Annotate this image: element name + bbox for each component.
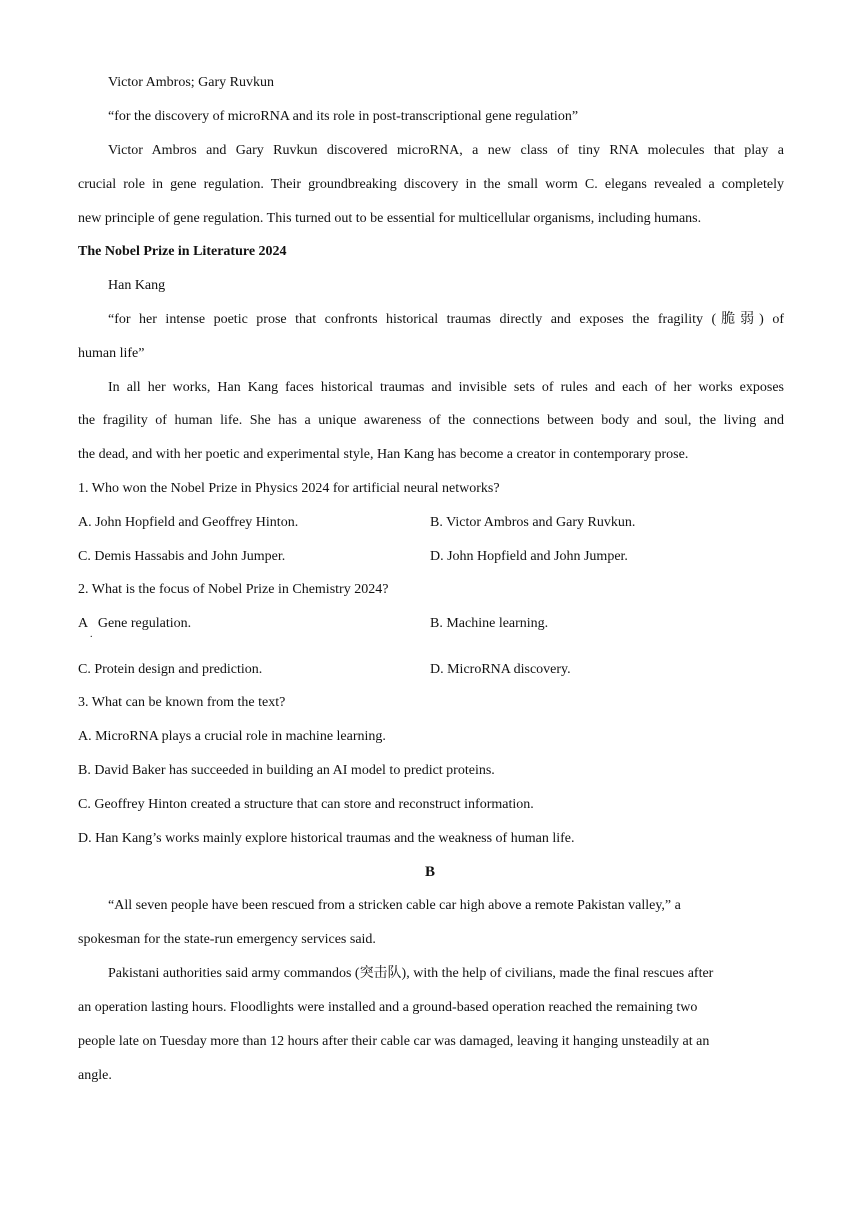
paragraph-line: Victor Ambros and Gary Ruvkun discovered microRNA, a new class of tiny RNA molecules that play a [108, 143, 784, 158]
answer-option: A. MicroRNA plays a crucial role in machine learning. [78, 729, 386, 744]
paragraph-line: crucial role in gene regulation. Their groundbreaking discovery in the small worm C. elegans revealed a completely [78, 177, 784, 192]
paragraph-line: spokesman for the state-run emergency services said. [78, 932, 376, 947]
paragraph-line: the dead, and with her poetic and experimental style, Han Kang has become a creator in contemporary prose. [78, 447, 689, 462]
literature-motivation-line: human life” [78, 346, 145, 361]
question-stem: 1. Who won the Nobel Prize in Physics 2024 for artificial neural networks? [78, 481, 500, 496]
answer-option: D. Han Kang’s works mainly explore historical traumas and the weakness of human life. [78, 831, 575, 846]
paragraph-line: people late on Tuesday more than 12 hours after their cable car was damaged, leaving it hanging unsteadily at an [78, 1034, 710, 1049]
paragraph-line: In all her works, Han Kang faces historical traumas and invisible sets of rules and each of her works exposes [108, 380, 784, 395]
literature-laureate: Han Kang [108, 278, 166, 293]
question-stem: 3. What can be known from the text? [78, 695, 286, 710]
question-stem: 2. What is the focus of Nobel Prize in Chemistry 2024? [78, 582, 389, 597]
answer-option: C. Geoffrey Hinton created a structure that can store and reconstruct information. [78, 797, 534, 812]
answer-option: C. Protein design and prediction. [78, 662, 263, 677]
answer-option: A Gene regulation. [78, 616, 192, 631]
medicine-motivation: “for the discovery of microRNA and its role in post-transcriptional gene regulation” [108, 109, 579, 124]
answer-option: D. John Hopfield and John Jumper. [430, 549, 628, 564]
paragraph-line: Pakistani authorities said army commandos (突击队), with the help of civilians, made the final rescues after [108, 966, 714, 981]
answer-option: A. John Hopfield and Geoffrey Hinton. [78, 515, 299, 530]
answer-option: B. Victor Ambros and Gary Ruvkun. [430, 515, 636, 530]
medicine-laureates: Victor Ambros; Gary Ruvkun [108, 75, 274, 90]
paragraph-line: an operation lasting hours. Floodlights were installed and a ground-based operation reached the remaining two [78, 1000, 698, 1015]
paragraph-line: the fragility of human life. She has a unique awareness of the connections between body and soul, the living and [78, 413, 784, 428]
paragraph-line: angle. [78, 1068, 112, 1083]
answer-option: B. Machine learning. [430, 616, 549, 631]
answer-option: C. Demis Hassabis and John Jumper. [78, 549, 286, 564]
answer-option: D. MicroRNA discovery. [430, 662, 571, 677]
answer-option: B. David Baker has succeeded in building an AI model to predict proteins. [78, 763, 495, 778]
paragraph-line: “All seven people have been rescued from a stricken cable car high above a remote Pakistan valley,” a [108, 898, 681, 913]
section-heading: B [424, 864, 435, 880]
stray-dot-mark: . [90, 629, 93, 640]
literature-motivation-line: “for her intense poetic prose that confronts historical traumas directly and exposes the fragility (脆弱) of [108, 312, 784, 327]
paragraph-line: new principle of gene regulation. This turned out to be essential for multicellular organisms, including humans. [78, 211, 702, 226]
literature-heading: The Nobel Prize in Literature 2024 [78, 244, 287, 259]
